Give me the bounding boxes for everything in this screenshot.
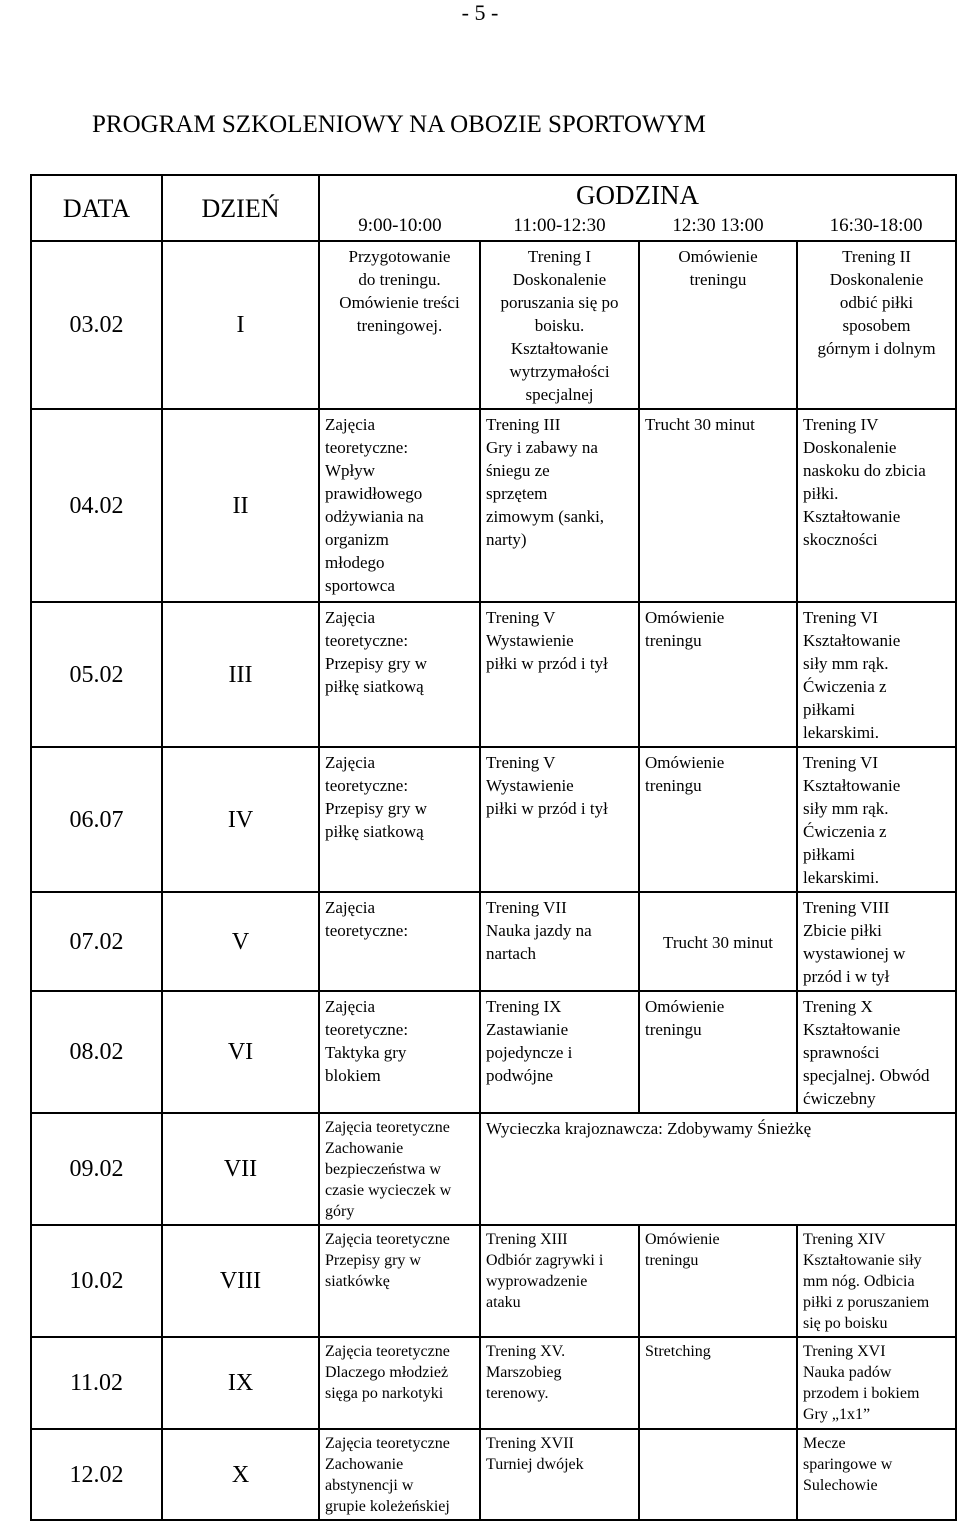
slot-1-cell: Przygotowanie do treningu. Omówienie treści treningowej. [319, 241, 480, 409]
page-title: PROGRAM SZKOLENIOWY NA OBOZIE SPORTOWYM [92, 111, 706, 138]
slot-1-cell: Zajęcia teoretyczne: Wpływ prawidłowego odżywiania na organizm młodego sportowca [319, 409, 480, 602]
slot-1-cell: Zajęcia teoretyczne: Przepisy gry w piłkę siatkową [319, 747, 480, 892]
slot-2-cell: Trening XIII Odbiór zagrywki i wyprowadzenie ataku [480, 1225, 639, 1337]
table-row [31, 1225, 956, 1337]
date-cell: 07.02 [31, 892, 162, 991]
slot-4-cell: Trening VI Kształtowanie siły mm rąk. Ćwiczenia z piłkami lekarskimi. [797, 747, 956, 892]
excursion-cell: Wycieczka krajoznawcza: Zdobywamy Śnieżkę [480, 1113, 956, 1225]
time-slot-2: 11:00-12:30 [480, 213, 639, 241]
table-row [31, 1429, 956, 1520]
day-cell: IV [162, 747, 319, 892]
time-slot-4: 16:30-18:00 [797, 213, 956, 241]
day-cell: V [162, 892, 319, 991]
slot-1-cell: Zajęcia teoretyczne: Taktyka gry blokiem [319, 991, 480, 1113]
slot-1-cell: Zajęcia teoretyczne Zachowanie abstynencji w grupie koleżeńskiej [319, 1429, 480, 1520]
table-row [31, 892, 956, 991]
table-row [31, 991, 956, 1113]
slot-3-cell: Trucht 30 minut [639, 892, 797, 991]
slot-4-cell: Mecze sparingowe w Sulechowie [797, 1429, 956, 1520]
slot-3-cell: Trucht 30 minut [639, 409, 797, 602]
slot-4-cell: Trening VIII Zbicie piłki wystawionej w przód i w tył [797, 892, 956, 991]
slot-3-cell: Omówienie treningu [639, 602, 797, 747]
slot-2-cell: Trening XVII Turniej dwójek [480, 1429, 639, 1520]
slot-1-cell: Zajęcia teoretyczne: Przepisy gry w piłkę siatkową [319, 602, 480, 747]
header-day: DZIEŃ [162, 175, 319, 241]
day-cell: III [162, 602, 319, 747]
slot-3-cell: Omówienie treningu [639, 241, 797, 409]
table-row [31, 1337, 956, 1429]
slot-4-cell: Trening IV Doskonalenie naskoku do zbicia piłki. Kształtowanie skoczności [797, 409, 956, 602]
slot-2-cell: Trening III Gry i zabawy na śniegu ze sprzętem zimowym (sanki, narty) [480, 409, 639, 602]
date-cell: 09.02 [31, 1113, 162, 1225]
slot-3-cell: Omówienie treningu [639, 747, 797, 892]
header-date: DATA [31, 175, 162, 241]
date-cell: 06.07 [31, 747, 162, 892]
slot-4-cell: Trening XVI Nauka padów przodem i bokiem Gry „1x1” [797, 1337, 956, 1429]
table-row [31, 241, 956, 409]
slot-3-cell [639, 1429, 797, 1520]
slot-4-cell: Trening XIV Kształtowanie siły mm nóg. Odbicia piłki z poruszaniem się po boisku [797, 1225, 956, 1337]
slot-4-cell: Trening X Kształtowanie sprawności specjalnej. Obwód ćwiczebny [797, 991, 956, 1113]
table-row [31, 747, 956, 892]
page-number: - 5 - [461, 0, 499, 25]
slot-1-cell: Zajęcia teoretyczne Przepisy gry w siatkówkę [319, 1225, 480, 1337]
slot-1-cell: Zajęcia teoretyczne Dlaczego młodzież sięga po narkotyki [319, 1337, 480, 1429]
slot-2-cell: Trening V Wystawienie piłki w przód i tył [480, 602, 639, 747]
slot-2-cell: Trening XV. Marszobieg terenowy. [480, 1337, 639, 1429]
table-row [31, 602, 956, 747]
date-cell: 03.02 [31, 241, 162, 409]
slot-1-cell: Zajęcia teoretyczne: [319, 892, 480, 991]
day-cell: II [162, 409, 319, 602]
date-cell: 04.02 [31, 409, 162, 602]
date-cell: 11.02 [31, 1337, 162, 1429]
table-row [31, 409, 956, 602]
slot-2-cell: Trening VII Nauka jazdy na nartach [480, 892, 639, 991]
time-slot-3: 12:30 13:00 [639, 213, 797, 241]
table-row [31, 1113, 956, 1225]
slot-4-cell: Trening VI Kształtowanie siły mm rąk. Ćwiczenia z piłkami lekarskimi. [797, 602, 956, 747]
date-cell: 08.02 [31, 991, 162, 1113]
date-cell: 10.02 [31, 1225, 162, 1337]
day-cell: IX [162, 1337, 319, 1429]
slot-3-cell: Omówienie treningu [639, 991, 797, 1113]
day-cell: VI [162, 991, 319, 1113]
header-hour: GODZINA [319, 175, 956, 213]
slot-2-cell: Trening IX Zastawianie pojedyncze i podwójne [480, 991, 639, 1113]
slot-3-cell: Omówienie treningu [639, 1225, 797, 1337]
time-slot-1: 9:00-10:00 [319, 213, 480, 241]
day-cell: VII [162, 1113, 319, 1225]
slot-1-cell: Zajęcia teoretyczne Zachowanie bezpieczeństwa w czasie wycieczek w góry [319, 1113, 480, 1225]
slot-2-cell: Trening I Doskonalenie poruszania się po boisku. Kształtowanie wytrzymałości specjalnej [480, 241, 639, 409]
slot-3-cell: Stretching [639, 1337, 797, 1429]
slot-2-cell: Trening V Wystawienie piłki w przód i tył [480, 747, 639, 892]
date-cell: 12.02 [31, 1429, 162, 1520]
day-cell: VIII [162, 1225, 319, 1337]
day-cell: I [162, 241, 319, 409]
date-cell: 05.02 [31, 602, 162, 747]
slot-4-cell: Trening II Doskonalenie odbić piłki sposobem górnym i dolnym [797, 241, 956, 409]
schedule-table [30, 174, 957, 1521]
day-cell: X [162, 1429, 319, 1520]
